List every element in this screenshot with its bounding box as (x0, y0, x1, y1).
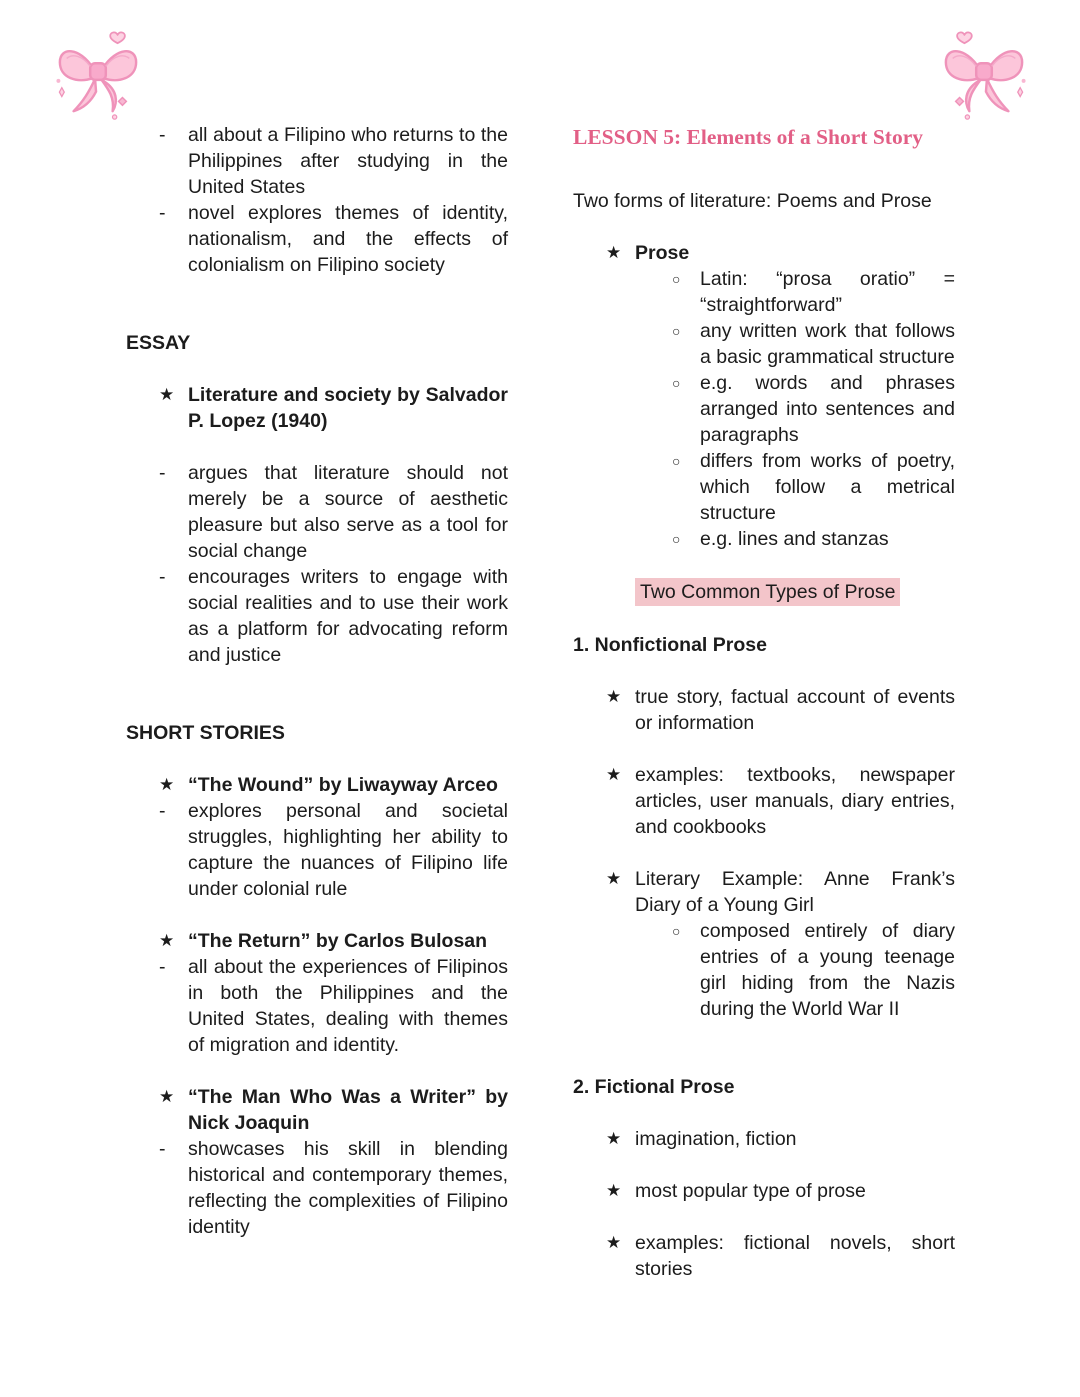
work-title: “The Wound” by Liwayway Arceo (188, 774, 498, 796)
star-bullet: ★ (606, 765, 622, 784)
dash-bullet: - (159, 462, 166, 484)
list-item-text: composed entirely of diary entries of a young teenage girl hiding from the Nazis during the World War II (700, 920, 955, 1020)
list-item (573, 526, 955, 552)
section-heading-nonfictional: 1. Nonfictional Prose (573, 634, 767, 656)
list-item-text: encourages writers to engage with social realities and to use their work as a platform for advocating reform and justice (188, 566, 508, 666)
pink-bow-icon (54, 26, 142, 124)
pink-bow-icon (940, 26, 1028, 124)
star-bullet: ★ (159, 775, 175, 794)
list-item (126, 772, 508, 798)
list-item-text: imagination, fiction (635, 1128, 797, 1150)
star-bullet: ★ (159, 1087, 175, 1106)
list-item (126, 122, 508, 200)
list-item (573, 266, 955, 318)
section-heading-short-stories: SHORT STORIES (126, 722, 285, 744)
work-title: “The Man Who Was a Writer” by Nick Joaquin (188, 1086, 508, 1134)
star-bullet: ★ (606, 1129, 622, 1148)
list-item-text: showcases his skill in blending historical and contemporary themes, reflecting the complexities of Filipino identity (188, 1138, 508, 1238)
left-column (126, 122, 508, 1240)
list-item-text: explores personal and societal struggles, highlighting her ability to capture the nuances of Filipino life under colonial rule (188, 800, 508, 900)
list-item (126, 564, 508, 668)
star-bullet: ★ (159, 385, 175, 404)
intro-text: Two forms of literature: Poems and Prose (573, 190, 932, 212)
list-item-text: novel explores themes of identity, nationalism, and the effects of colonialism on Filipino society (188, 202, 508, 276)
list-item (126, 1084, 508, 1136)
right-column (573, 122, 955, 1282)
star-bullet: ★ (606, 687, 622, 706)
dash-bullet: - (159, 202, 166, 224)
list-item-text: most popular type of prose (635, 1180, 866, 1202)
circle-bullet: ○ (672, 923, 681, 939)
list-item (573, 1178, 955, 1204)
circle-bullet: ○ (672, 453, 681, 469)
work-title: Literature and society by Salvador P. Lopez (1940) (188, 384, 508, 432)
list-item (573, 370, 955, 448)
list-item (573, 866, 955, 918)
list-item (573, 762, 955, 840)
list-item-text: Literary Example: Anne Frank’s Diary of a Young Girl (635, 868, 955, 916)
list-item (573, 1230, 955, 1282)
list-item (573, 318, 955, 370)
list-item-text: all about the experiences of Filipinos in both the Philippines and the United States, dealing with themes of migration and identity. (188, 956, 508, 1056)
list-item-text: true story, factual account of events or information (635, 686, 955, 734)
list-item (126, 954, 508, 1058)
list-item (126, 1136, 508, 1240)
term-label: Prose (635, 242, 690, 264)
work-title: “The Return” by Carlos Bulosan (188, 930, 488, 952)
list-item-text: differs from works of poetry, which follow a metrical structure (700, 450, 955, 524)
star-bullet: ★ (606, 1181, 622, 1200)
section-heading-fictional: 2. Fictional Prose (573, 1076, 735, 1098)
circle-bullet: ○ (672, 375, 681, 391)
dash-bullet: - (159, 1138, 166, 1160)
list-item-text: Latin: “prosa oratio” = “straightforward” (700, 268, 955, 316)
dash-bullet: - (159, 956, 166, 978)
star-bullet: ★ (606, 243, 622, 262)
section-heading-essay: ESSAY (126, 332, 191, 354)
list-item-text: examples: textbooks, newspaper articles, user manuals, diary entries, and cookbooks (635, 764, 955, 838)
list-item (126, 460, 508, 564)
lesson-title: LESSON 5: Elements of a Short Story (573, 125, 923, 149)
list-item-text: e.g. lines and stanzas (700, 528, 889, 550)
list-item (126, 382, 508, 434)
circle-bullet: ○ (672, 531, 681, 547)
list-item (126, 200, 508, 278)
dash-bullet: - (159, 800, 166, 822)
star-bullet: ★ (159, 931, 175, 950)
list-item (126, 928, 508, 954)
list-item-text: any written work that follows a basic grammatical structure (700, 320, 955, 368)
list-item (573, 918, 955, 1022)
list-item (573, 1126, 955, 1152)
list-item (573, 448, 955, 526)
list-item-text: examples: fictional novels, short stories (635, 1232, 955, 1280)
list-item (573, 240, 955, 266)
list-item-text: all about a Filipino who returns to the Philippines after studying in the United States (188, 124, 508, 198)
highlighted-subheading-wrap (573, 578, 955, 606)
star-bullet: ★ (606, 1233, 622, 1252)
dash-bullet: - (159, 566, 166, 588)
list-item-text: e.g. words and phrases arranged into sentences and paragraphs (700, 372, 955, 446)
highlighted-subheading: Two Common Types of Prose (635, 578, 900, 606)
star-bullet: ★ (606, 869, 622, 888)
circle-bullet: ○ (672, 271, 681, 287)
list-item (126, 798, 508, 902)
circle-bullet: ○ (672, 323, 681, 339)
list-item (573, 684, 955, 736)
list-item-text: argues that literature should not merely be a source of aesthetic pleasure but also serve as a tool for social change (188, 462, 508, 562)
dash-bullet: - (159, 124, 166, 146)
